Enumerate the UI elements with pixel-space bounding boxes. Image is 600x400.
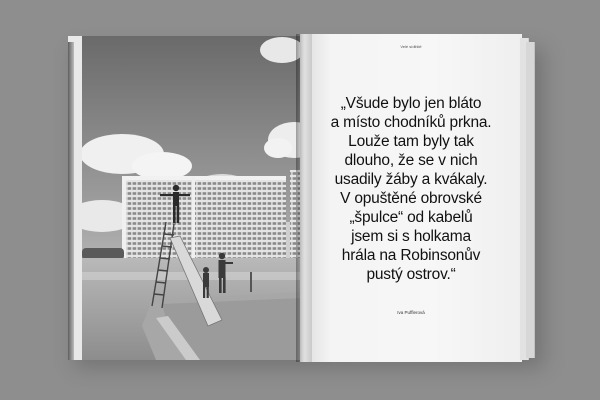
housing-estate-photo <box>82 36 302 360</box>
quote-line: a místo chodníků prkna. <box>330 114 492 131</box>
quote-line: hrála na Robinsonův <box>341 247 481 264</box>
left-page <box>68 36 304 360</box>
quote-author: Iva Pufflerová <box>397 310 425 315</box>
quote-line: usadily žáby a kvákaly. <box>334 171 488 188</box>
page-stack-edge <box>526 42 535 358</box>
quote-line: „špulce“ od kabelů <box>349 209 473 226</box>
quote-line: „Všude bylo jen bláto <box>340 95 482 112</box>
pull-quote <box>306 94 516 284</box>
quote-line: V opuštěné obrovské <box>340 190 482 207</box>
running-head: Velé sídliště <box>400 44 422 49</box>
book-gutter <box>296 34 312 362</box>
quote-line: jsem si s holkama <box>351 228 471 245</box>
quote-line: dlouho, že se v nich <box>344 152 478 169</box>
open-book <box>64 34 538 364</box>
photo-illustration <box>82 36 302 360</box>
left-page-edge <box>68 42 74 360</box>
apartment-block <box>122 176 286 262</box>
quote-line: pustý ostrov.“ <box>366 266 456 283</box>
quote-line: Louže tam byly tak <box>348 133 474 150</box>
right-page <box>300 34 522 362</box>
